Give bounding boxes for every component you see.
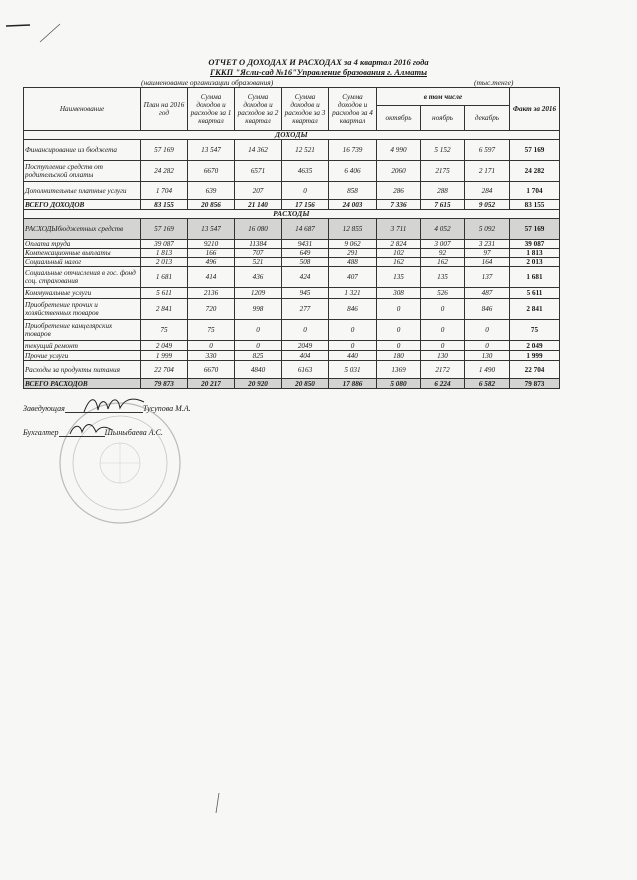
cell-dec: 130 xyxy=(465,351,510,361)
cell-fact: 79 873 xyxy=(510,379,560,389)
cell-dec: 3 231 xyxy=(465,240,510,249)
head-signature xyxy=(82,394,148,416)
cell-q2: 998 xyxy=(235,299,282,320)
expense-row xyxy=(24,299,560,320)
cell-nov: 6 224 xyxy=(421,379,465,389)
cell-oct: 102 xyxy=(377,249,421,258)
cell-q3: 277 xyxy=(282,299,329,320)
cell-q4: 846 xyxy=(329,299,377,320)
cell-dec: 487 xyxy=(465,288,510,299)
expense-row xyxy=(24,267,560,288)
header-dec: декабрь xyxy=(465,106,510,131)
head-name: Тусупова М.А. xyxy=(142,404,191,413)
cell-name: ВСЕГО РАСХОДОВ xyxy=(24,379,141,389)
cell-q4: 17 886 xyxy=(329,379,377,389)
cell-name: ВСЕГО ДОХОДОВ xyxy=(24,200,141,210)
cell-dec: 0 xyxy=(465,341,510,351)
cell-plan: 22 704 xyxy=(141,361,188,379)
cell-oct: 1369 xyxy=(377,361,421,379)
income-section-label: ДОХОДЫ xyxy=(24,131,560,140)
cell-q1: 2136 xyxy=(188,288,235,299)
cell-q3: 14 687 xyxy=(282,219,329,240)
cell-q4: 24 003 xyxy=(329,200,377,210)
cell-dec: 9 052 xyxy=(465,200,510,210)
cell-fact: 1 681 xyxy=(510,267,560,288)
report-table xyxy=(23,87,560,389)
cell-q4: 488 xyxy=(329,258,377,267)
cell-plan: 57 169 xyxy=(141,219,188,240)
cell-q1: 414 xyxy=(188,267,235,288)
cell-plan: 2 841 xyxy=(141,299,188,320)
cell-q1: 20 856 xyxy=(188,200,235,210)
cell-oct: 5 080 xyxy=(377,379,421,389)
cell-q3: 508 xyxy=(282,258,329,267)
cell-q2: 14 362 xyxy=(235,140,282,161)
cell-name: РАСХОДЫбюджетных средств xyxy=(24,219,141,240)
cell-q4: 440 xyxy=(329,351,377,361)
cell-q2: 521 xyxy=(235,258,282,267)
cell-q3: 6163 xyxy=(282,361,329,379)
organization-caption: (наименование организации образования) xyxy=(141,78,274,87)
cell-nov: 135 xyxy=(421,267,465,288)
cell-plan: 2 013 xyxy=(141,258,188,267)
head-label: Заведующая xyxy=(23,404,65,413)
cell-name: Дополнительные платные услуги xyxy=(24,182,141,200)
cell-q1: 166 xyxy=(188,249,235,258)
expense-row xyxy=(24,361,560,379)
cell-oct: 0 xyxy=(377,299,421,320)
cell-nov: 2172 xyxy=(421,361,465,379)
cell-oct: 2060 xyxy=(377,161,421,182)
cell-q3: 20 850 xyxy=(282,379,329,389)
cell-q1: 0 xyxy=(188,341,235,351)
cell-name: Прочие услуги xyxy=(24,351,141,361)
cell-q3: 404 xyxy=(282,351,329,361)
cell-oct: 0 xyxy=(377,320,421,341)
header-fact: Факт за 2016 xyxy=(510,88,560,131)
cell-q3: 0 xyxy=(282,182,329,200)
cell-nov: 0 xyxy=(421,320,465,341)
cell-q3: 2049 xyxy=(282,341,329,351)
accountant-signature xyxy=(68,420,114,438)
cell-fact: 5 611 xyxy=(510,288,560,299)
cell-q3: 0 xyxy=(282,320,329,341)
cell-q1: 720 xyxy=(188,299,235,320)
cell-q1: 9210 xyxy=(188,240,235,249)
cell-q2: 0 xyxy=(235,341,282,351)
cell-dec: 2 171 xyxy=(465,161,510,182)
units-label: (тыс.тенге) xyxy=(474,78,514,87)
cell-q3: 12 521 xyxy=(282,140,329,161)
cell-plan: 24 282 xyxy=(141,161,188,182)
cell-plan: 39 087 xyxy=(141,240,188,249)
cell-q2: 1209 xyxy=(235,288,282,299)
cell-nov: 0 xyxy=(421,299,465,320)
organization-name: ГККП "Ясли-сад №16"Управление бразования г. Алматы xyxy=(209,67,427,77)
cell-oct: 286 xyxy=(377,182,421,200)
cell-fact: 57 169 xyxy=(510,140,560,161)
expense-section xyxy=(24,210,560,219)
cell-q2: 16 080 xyxy=(235,219,282,240)
cell-nov: 4 052 xyxy=(421,219,465,240)
cell-fact: 39 087 xyxy=(510,240,560,249)
cell-oct: 162 xyxy=(377,258,421,267)
cell-plan: 1 999 xyxy=(141,351,188,361)
cell-fact: 57 169 xyxy=(510,219,560,240)
income-total-row xyxy=(24,200,560,210)
cell-q2: 6571 xyxy=(235,161,282,182)
header-q2: Сумма доходов и расходов за 2 квартал xyxy=(235,88,282,131)
income-row xyxy=(24,140,560,161)
header-nov: ноябрь xyxy=(421,106,465,131)
cell-oct: 0 xyxy=(377,341,421,351)
income-section-row xyxy=(24,131,560,140)
cell-oct: 180 xyxy=(377,351,421,361)
cell-dec: 0 xyxy=(465,320,510,341)
cell-q2: 0 xyxy=(235,320,282,341)
cell-dec: 97 xyxy=(465,249,510,258)
cell-name: Социальный налог xyxy=(24,258,141,267)
header-including: в том числе xyxy=(377,88,510,106)
cell-name: Коммунальные услуги xyxy=(24,288,141,299)
cell-q2: 21 140 xyxy=(235,200,282,210)
header-name: Наименование xyxy=(24,88,141,131)
cell-name: Приобретение прочих и хозяйственных товаров xyxy=(24,299,141,320)
cell-q4: 12 855 xyxy=(329,219,377,240)
cell-q2: 4840 xyxy=(235,361,282,379)
cell-plan: 79 873 xyxy=(141,379,188,389)
cell-fact: 83 155 xyxy=(510,200,560,210)
cell-nov: 2175 xyxy=(421,161,465,182)
cell-dec: 6 582 xyxy=(465,379,510,389)
accountant-label: Бухгалтер xyxy=(23,428,59,437)
cell-q3: 649 xyxy=(282,249,329,258)
cell-plan: 1 681 xyxy=(141,267,188,288)
expense-row xyxy=(24,219,560,240)
cell-q4: 16 739 xyxy=(329,140,377,161)
cell-q1: 13 547 xyxy=(188,219,235,240)
cell-q2: 707 xyxy=(235,249,282,258)
header-plan: План на 2016 год xyxy=(141,88,188,131)
cell-q4: 1 321 xyxy=(329,288,377,299)
expense-row xyxy=(24,351,560,361)
accountant-name: Шыныбаева А.С. xyxy=(104,428,163,437)
cell-name: Расходы за продукты питания xyxy=(24,361,141,379)
cell-q4: 291 xyxy=(329,249,377,258)
cell-oct: 4 990 xyxy=(377,140,421,161)
cell-q2: 11384 xyxy=(235,240,282,249)
cell-plan: 5 611 xyxy=(141,288,188,299)
cell-q4: 407 xyxy=(329,267,377,288)
cell-q2: 436 xyxy=(235,267,282,288)
cell-q1: 75 xyxy=(188,320,235,341)
cell-dec: 846 xyxy=(465,299,510,320)
expense-row xyxy=(24,258,560,267)
cell-nov: 3 007 xyxy=(421,240,465,249)
cell-q1: 6670 xyxy=(188,361,235,379)
cell-q3: 945 xyxy=(282,288,329,299)
report-body xyxy=(24,131,560,389)
expense-total-row xyxy=(24,379,560,389)
cell-q2: 207 xyxy=(235,182,282,200)
cell-q4: 5 031 xyxy=(329,361,377,379)
cell-nov: 7 615 xyxy=(421,200,465,210)
cell-name: Поступление средств от родительской оплаты xyxy=(24,161,141,182)
income-row xyxy=(24,161,560,182)
expense-row xyxy=(24,341,560,351)
cell-q2: 20 920 xyxy=(235,379,282,389)
cell-oct: 135 xyxy=(377,267,421,288)
cell-plan: 83 155 xyxy=(141,200,188,210)
cell-dec: 137 xyxy=(465,267,510,288)
cell-oct: 3 711 xyxy=(377,219,421,240)
cell-nov: 526 xyxy=(421,288,465,299)
expense-row xyxy=(24,288,560,299)
cell-nov: 162 xyxy=(421,258,465,267)
cell-fact: 1 704 xyxy=(510,182,560,200)
cell-fact: 2 841 xyxy=(510,299,560,320)
cell-fact: 22 704 xyxy=(510,361,560,379)
cell-fact: 1 999 xyxy=(510,351,560,361)
cell-plan: 1 813 xyxy=(141,249,188,258)
cell-name: Оплата труда xyxy=(24,240,141,249)
cell-fact: 2 049 xyxy=(510,341,560,351)
header-q4: Сумма доходов и расходов за 4 квартал xyxy=(329,88,377,131)
cell-nov: 130 xyxy=(421,351,465,361)
cell-plan: 75 xyxy=(141,320,188,341)
header-oct: октябрь xyxy=(377,106,421,131)
pen-scratch-mark xyxy=(4,20,62,44)
cell-name: Приобретение канцелярских товаров xyxy=(24,320,141,341)
cell-oct: 2 824 xyxy=(377,240,421,249)
expense-row xyxy=(24,249,560,258)
cell-dec: 5 092 xyxy=(465,219,510,240)
header-q1: Сумма доходов и расходов за 1 квартал xyxy=(188,88,235,131)
cell-name: текущий ремонт xyxy=(24,341,141,351)
cell-q1: 13 547 xyxy=(188,140,235,161)
cell-q4: 858 xyxy=(329,182,377,200)
cell-fact: 75 xyxy=(510,320,560,341)
cell-plan: 57 169 xyxy=(141,140,188,161)
cell-dec: 164 xyxy=(465,258,510,267)
report-title: ОТЧЕТ О ДОХОДАХ И РАСХОДАХ за 4 квартал 2016 года xyxy=(208,57,429,67)
cell-q3: 17 156 xyxy=(282,200,329,210)
cell-dec: 6 597 xyxy=(465,140,510,161)
cell-q4: 0 xyxy=(329,320,377,341)
cell-fact: 24 282 xyxy=(510,161,560,182)
cell-nov: 5 152 xyxy=(421,140,465,161)
expense-row xyxy=(24,320,560,341)
cell-q4: 9 062 xyxy=(329,240,377,249)
cell-nov: 92 xyxy=(421,249,465,258)
cell-oct: 308 xyxy=(377,288,421,299)
cell-name: Социальные отчисления в гос. фонд соц. страхования xyxy=(24,267,141,288)
cell-q3: 4635 xyxy=(282,161,329,182)
expense-section-label: РАСХОДЫ xyxy=(24,210,560,219)
header-q3: Сумма доходов и расходов за 3 квартал xyxy=(282,88,329,131)
cell-fact: 1 813 xyxy=(510,249,560,258)
cell-q4: 6 406 xyxy=(329,161,377,182)
cell-q1: 6670 xyxy=(188,161,235,182)
cell-q4: 0 xyxy=(329,341,377,351)
stray-pen-mark xyxy=(213,792,221,814)
cell-plan: 2 049 xyxy=(141,341,188,351)
cell-name: Компенсационные выплаты xyxy=(24,249,141,258)
income-row xyxy=(24,182,560,200)
cell-q1: 639 xyxy=(188,182,235,200)
cell-q2: 825 xyxy=(235,351,282,361)
cell-q1: 496 xyxy=(188,258,235,267)
cell-name: Финансирование из бюджета xyxy=(24,140,141,161)
expense-row xyxy=(24,240,560,249)
cell-q1: 330 xyxy=(188,351,235,361)
cell-fact: 2 013 xyxy=(510,258,560,267)
cell-plan: 1 704 xyxy=(141,182,188,200)
cell-dec: 284 xyxy=(465,182,510,200)
cell-q1: 20 217 xyxy=(188,379,235,389)
cell-nov: 288 xyxy=(421,182,465,200)
cell-q3: 9431 xyxy=(282,240,329,249)
cell-oct: 7 336 xyxy=(377,200,421,210)
official-stamp xyxy=(55,398,185,528)
cell-dec: 1 490 xyxy=(465,361,510,379)
cell-nov: 0 xyxy=(421,341,465,351)
cell-q3: 424 xyxy=(282,267,329,288)
